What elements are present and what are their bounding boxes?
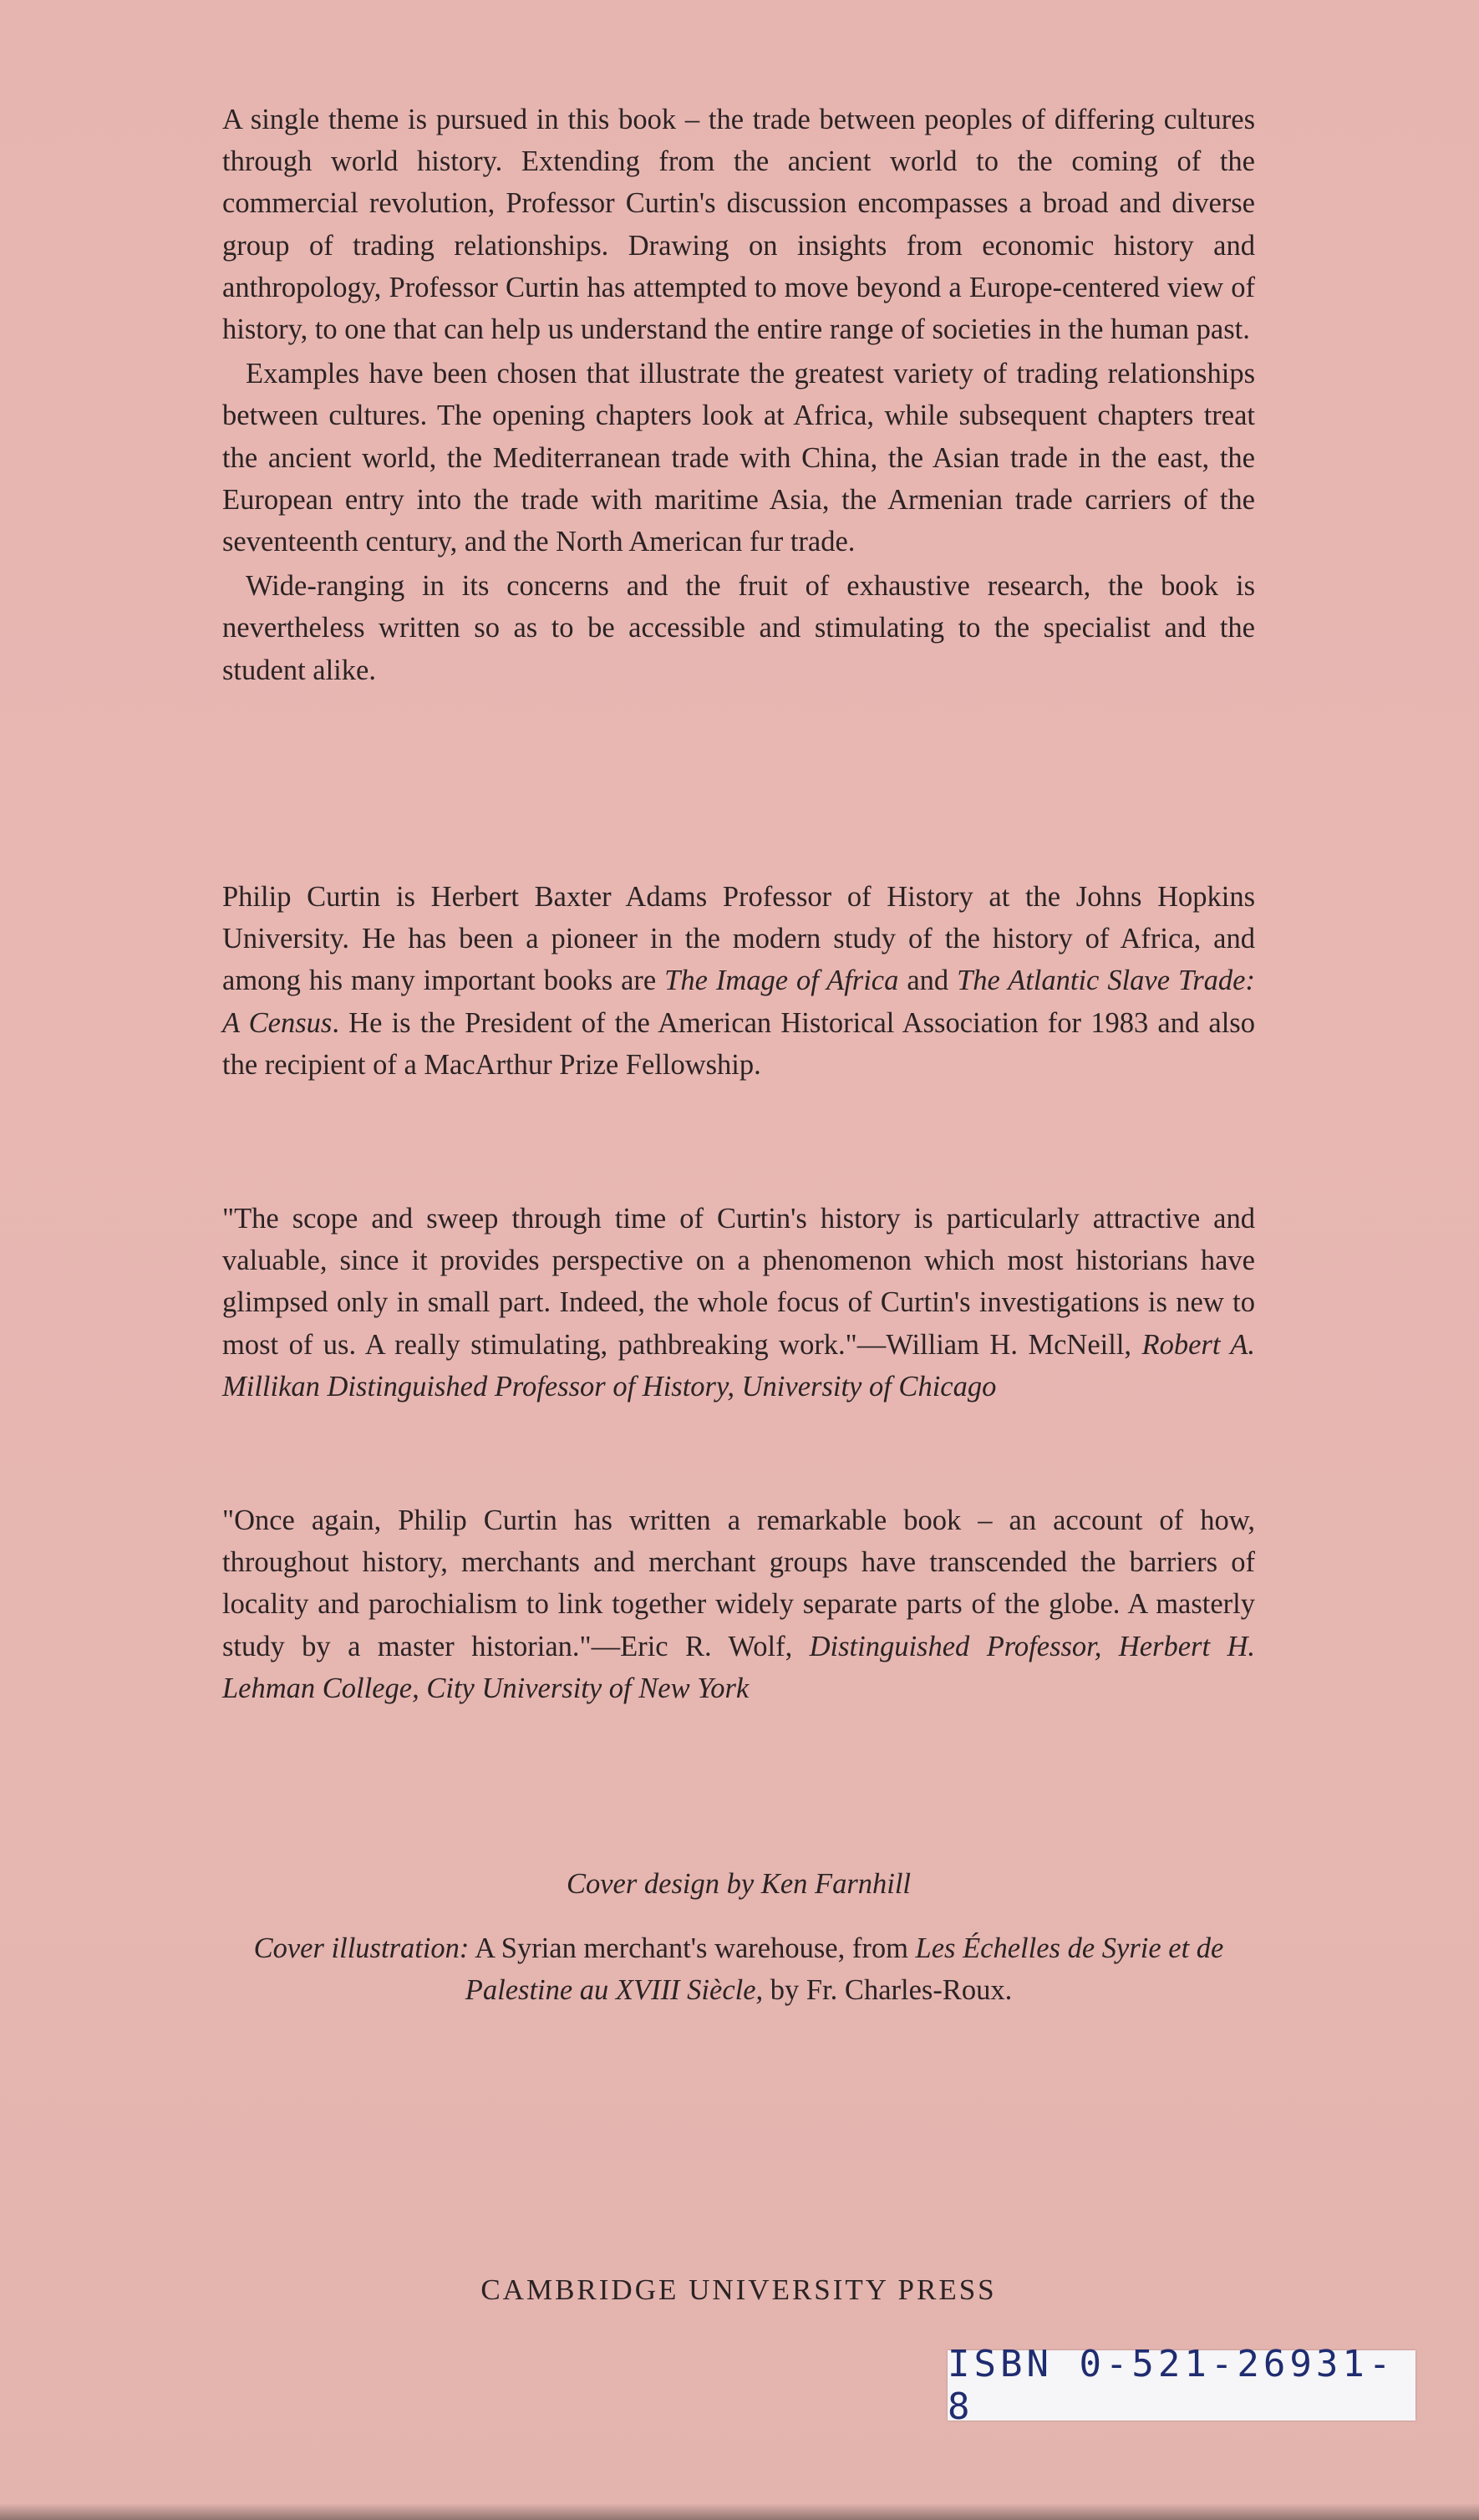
illustration-description: A Syrian merchant's warehouse, from	[469, 1932, 916, 1964]
quote-text: "Once again, Philip Curtin has written a remarkable book – an account of how, throughout history, merchants and merchant groups have transcended the barriers of locality and parochialism to link together widely separate parts of the globe. A masterly study by a master historian."—Eric R. Wolf,	[222, 1504, 1255, 1662]
reviewer-title: Distinguished Professor, Herbert H. Lehman College, City University of New York	[222, 1630, 1255, 1704]
description-paragraph-1: A single theme is pursued in this book – the trade between peoples of differing cultures through world history. Extending from the ancient world to the coming of the commercial revolution, Professor Curtin's discussion encompasses a broad and diverse group of trading relationships. Drawing on insights from economic history and anthropology, Professor Curtin has attempted to move beyond a Europe-centered view of history, to one that can help us understand the entire range of societies in the human past.	[222, 104, 1255, 346]
isbn-sticker	[948, 2343, 1415, 2428]
review-quote-paragraph	[222, 1198, 1255, 1408]
description-paragraph-2: Examples have been chosen that illustrate the greatest variety of trading relationships between cultures. The opening chapters look at Africa, while subsequent chapters treat the ancient world, the Mediterranean trade with China, the Asian trade in the east, the European entry into the trade with maritime Asia, the Armenian trade carriers of the seventeenth century, and the North American fur trade.	[222, 358, 1255, 558]
description-paragraph-3: Wide-ranging in its concerns and the fruit of exhaustive research, the book is nevertheless written so as to be accessible and stimulating to the specialist and the student alike.	[222, 570, 1255, 686]
book-title-image-of-africa: The Image of Africa	[664, 965, 899, 997]
review-quote-mcneill	[222, 1198, 1255, 1408]
illustration-source: Les Échelles de Syrie et de Palestine au XVIII Siècle,	[465, 1932, 1224, 2006]
book-title-atlantic-slave-trade: The Atlantic Slave Trade: A Census	[222, 965, 1255, 1039]
quote-text: "The scope and sweep through time of Curtin's history is particularly attractive and valuable, since it provides perspective on a phenomenon which most historians have glimpsed only in small part. Indeed, the whole focus of Curtin's investigations is new to most of us. A really stimulating, pathbreaking work."—William H. McNeill,	[222, 1203, 1255, 1361]
publisher-name: CAMBRIDGE UNIVERSITY PRESS	[480, 2273, 997, 2306]
bio-text: . He is the President of the American Historical Association for 1983 and also the recipient of a MacArthur Prize Fellowship.	[222, 1006, 1255, 1081]
author-bio-paragraph	[222, 876, 1255, 1086]
book-description	[222, 99, 1255, 691]
reviewer-title: Robert A. Millikan Distinguished Professor of History, University of Chicago	[222, 1328, 1255, 1403]
illustration-author: by Fr. Charles-Roux.	[763, 1974, 1013, 2006]
bio-text: and	[898, 965, 958, 997]
review-quote-wolf	[222, 1499, 1255, 1709]
author-bio	[222, 876, 1255, 1086]
illustration-label: Cover illustration:	[253, 1932, 470, 1964]
cover-illustration-credit	[222, 1927, 1255, 2011]
isbn-number: ISBN 0-521-26931-8	[948, 2343, 1395, 2428]
review-quote-paragraph	[222, 1499, 1255, 1709]
cover-design-credit	[222, 1863, 1255, 1905]
bio-text: Philip Curtin is Herbert Baxter Adams Professor of History at the Johns Hopkins University. He has been a pioneer in the modern study of the history of Africa, and among his many important books are	[222, 881, 1255, 997]
cover-design-text: Cover design by Ken Farnhill	[566, 1868, 912, 1900]
